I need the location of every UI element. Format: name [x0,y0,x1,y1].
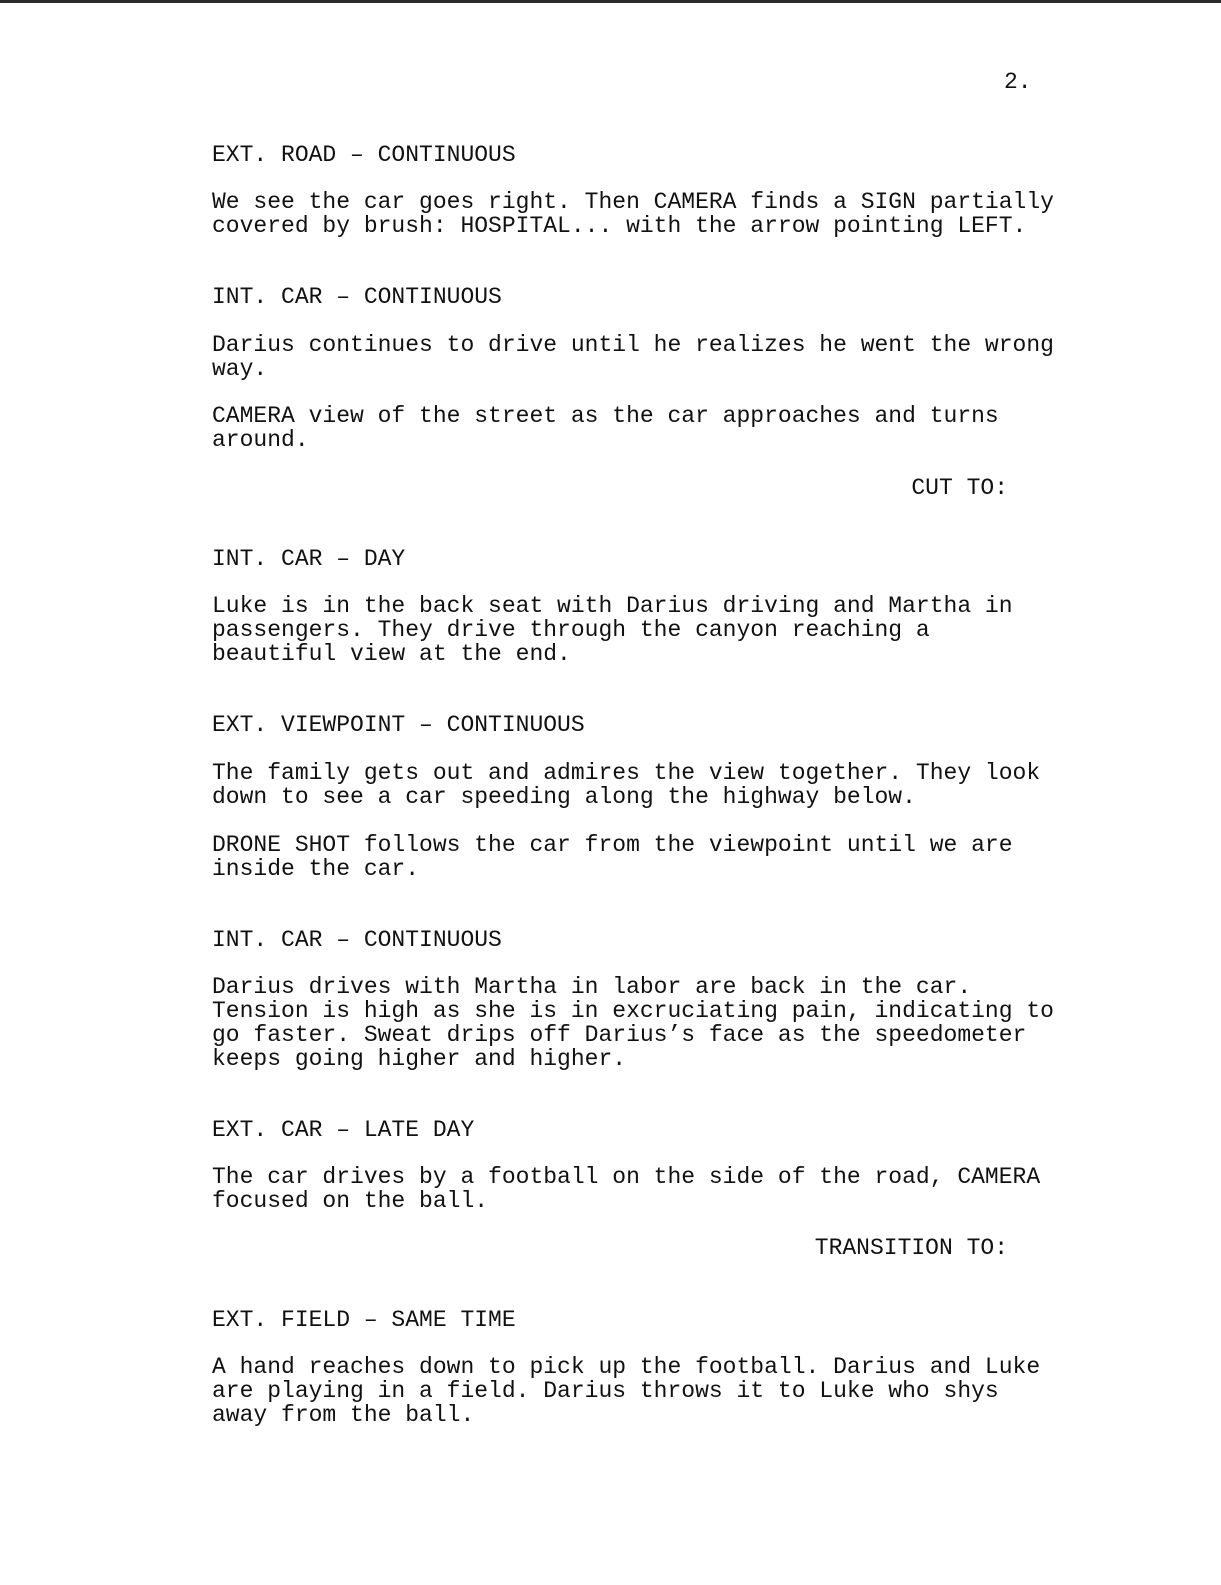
action-line: around. [212,427,309,453]
action-line: Luke is in the back seat with Darius driving and Martha in [212,593,1013,619]
action-line: way. [212,356,268,382]
action-line: away from the ball. [212,1402,475,1428]
action-line: inside the car. [212,856,420,882]
action-line: The car drives by a football on the side of the road, CAMERA [212,1164,1041,1190]
scene-heading: EXT. FIELD – SAME TIME [212,1307,516,1333]
action-line: A hand reaches down to pick up the football. Darius and Luke [212,1354,1041,1380]
action-line: focused on the ball. [212,1188,489,1214]
action-line: CAMERA view of the street as the car approaches and turns [212,403,999,429]
scene-heading: EXT. VIEWPOINT – CONTINUOUS [212,712,585,738]
transition: CUT TO: [911,475,1008,501]
action-line: Darius drives with Martha in labor are back in the car. [212,974,972,1000]
scene-heading: INT. CAR – CONTINUOUS [212,284,502,310]
action-line: passengers. They drive through the canyon reaching a [212,617,930,643]
scene-heading: EXT. CAR – LATE DAY [212,1117,475,1143]
action-line: Darius continues to drive until he realizes he went the wrong [212,332,1054,358]
action-line: covered by brush: HOSPITAL... with the arrow pointing LEFT. [212,213,1027,239]
action-line: keeps going higher and higher. [212,1046,627,1072]
scene-heading: INT. CAR – DAY [212,546,406,572]
scene-heading: EXT. ROAD – CONTINUOUS [212,142,516,168]
page-number: 2. [1004,69,1032,95]
action-line: DRONE SHOT follows the car from the viewpoint until we are [212,832,1013,858]
transition: TRANSITION TO: [814,1235,1008,1261]
action-line: beautiful view at the end. [212,641,571,667]
action-line: We see the car goes right. Then CAMERA finds a SIGN partially [212,189,1054,215]
action-line: go faster. Sweat drips off Darius’s face as the speedometer [212,1022,1027,1048]
action-line: down to see a car speeding along the highway below. [212,784,916,810]
action-line: The family gets out and admires the view together. They look [212,760,1041,786]
action-line: Tension is high as she is in excruciating pain, indicating to [212,998,1054,1024]
action-line: are playing in a field. Darius throws it to Luke who shys [212,1378,999,1404]
scene-heading: INT. CAR – CONTINUOUS [212,927,502,953]
